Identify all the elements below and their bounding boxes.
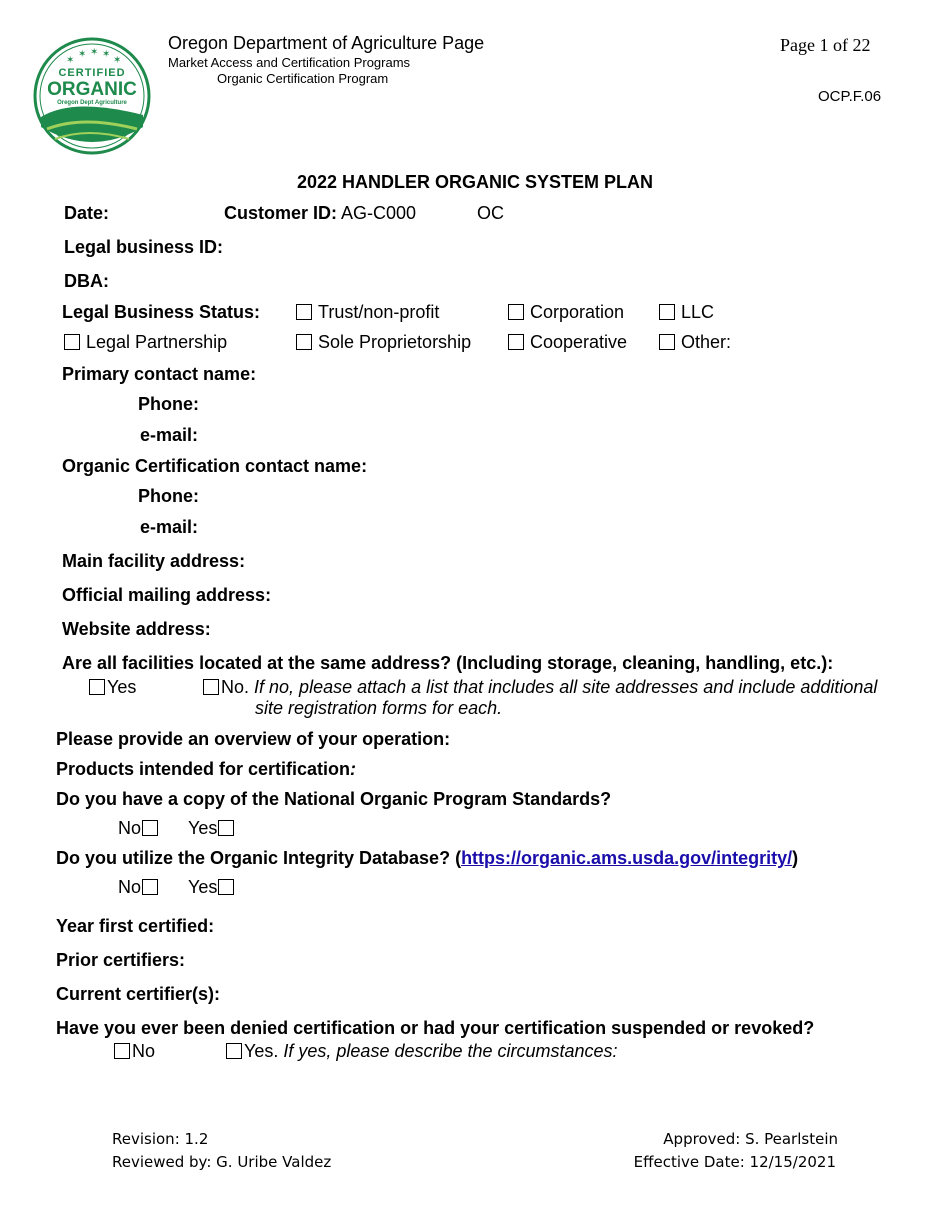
website-label: Website address: xyxy=(62,619,211,639)
logo-text-dept: Oregon Dept Agriculture xyxy=(57,100,127,106)
checkbox[interactable] xyxy=(226,1043,242,1059)
denied-question: Have you ever been denied certification or had your certification suspended or revoked? xyxy=(56,1018,815,1038)
svg-text:✶: ✶ xyxy=(90,47,99,58)
same-address-note: If no, please attach a list that includes all site addresses and include additional xyxy=(254,677,878,697)
svg-text:✶: ✶ xyxy=(102,49,111,60)
division-name: Market Access and Certification Programs xyxy=(168,55,411,70)
primary-phone-label: Phone: xyxy=(138,394,199,414)
customer-id-label: Customer ID: xyxy=(224,203,338,223)
main-facility-label: Main facility address: xyxy=(62,551,246,571)
status-legal-partnership[interactable]: Legal Partnership xyxy=(64,332,227,353)
approved-by: Approved: S. Pearlstein xyxy=(663,1130,838,1148)
nop-question: Do you have a copy of the National Organic Program Standards? xyxy=(56,789,612,809)
same-address-no[interactable]: No. If no, please attach a list that includes all site addresses and include additional xyxy=(203,677,877,698)
checkbox[interactable] xyxy=(508,304,524,320)
oc-code: OC xyxy=(477,203,504,223)
checkbox[interactable] xyxy=(142,879,158,895)
mailing-address-label: Official mailing address: xyxy=(62,585,272,605)
status-other[interactable]: Other: xyxy=(659,332,731,353)
customer-id xyxy=(224,203,416,224)
status-trust[interactable]: Trust/non-profit xyxy=(296,302,439,323)
revision: Revision: 1.2 xyxy=(112,1130,209,1148)
organic-phone-label: Phone: xyxy=(138,486,199,506)
checkbox[interactable] xyxy=(218,879,234,895)
effective-date: Effective Date: 12/15/2021 xyxy=(633,1153,836,1171)
legal-status-label: Legal Business Status: xyxy=(62,302,261,322)
program-name: Organic Certification Program xyxy=(217,71,389,86)
checkbox[interactable] xyxy=(296,304,312,320)
svg-text:✶: ✶ xyxy=(113,55,122,66)
overview-label: Please provide an overview of your operation: xyxy=(56,729,451,749)
status-sole-proprietorship[interactable]: Sole Proprietorship xyxy=(296,332,471,353)
nop-yes[interactable]: Yes xyxy=(188,818,234,839)
logo-text-organic: ORGANIC xyxy=(47,79,137,100)
checkbox[interactable] xyxy=(296,334,312,350)
denied-yes[interactable]: Yes. If yes, please describe the circumstances: xyxy=(226,1041,618,1062)
checkbox[interactable] xyxy=(64,334,80,350)
denied-no[interactable]: No xyxy=(114,1041,155,1062)
same-address-note-2: site registration forms for each. xyxy=(255,698,503,718)
same-address-yes[interactable]: Yes xyxy=(89,677,136,698)
denied-yes-note: If yes, please describe the circumstances: xyxy=(283,1041,618,1061)
checkbox[interactable] xyxy=(142,820,158,836)
status-llc[interactable]: LLC xyxy=(659,302,714,323)
checkbox[interactable] xyxy=(89,679,105,695)
current-certifiers-label: Current certifier(s): xyxy=(56,984,221,1004)
oid-question: Do you utilize the Organic Integrity Database? (https://organic.ams.usda.gov/integrity/) xyxy=(56,848,799,868)
checkbox[interactable] xyxy=(203,679,219,695)
organic-email-label: e-mail: xyxy=(140,517,199,537)
dba-label: DBA: xyxy=(64,271,109,291)
date-label: Date: xyxy=(64,203,110,223)
svg-text:✶: ✶ xyxy=(78,49,87,60)
checkbox[interactable] xyxy=(659,304,675,320)
same-address-question: Are all facilities located at the same address? (Including storage, cleaning, handling, etc.): xyxy=(62,653,834,673)
organic-contact-label: Organic Certification contact name: xyxy=(62,456,368,476)
status-cooperative[interactable]: Cooperative xyxy=(508,332,627,353)
checkbox[interactable] xyxy=(114,1043,130,1059)
certified-organic-logo xyxy=(33,37,151,155)
prior-certifiers-label: Prior certifiers: xyxy=(56,950,186,970)
form-title: 2022 HANDLER ORGANIC SYSTEM PLAN xyxy=(296,172,654,192)
products-label: Products intended for certification: xyxy=(56,759,357,779)
reviewed-by: Reviewed by: G. Uribe Valdez xyxy=(112,1153,332,1171)
status-corporation[interactable]: Corporation xyxy=(508,302,624,323)
nop-no[interactable]: No xyxy=(118,818,158,839)
year-first-label: Year first certified: xyxy=(56,916,215,936)
oid-yes[interactable]: Yes xyxy=(188,877,234,898)
primary-contact-label: Primary contact name: xyxy=(62,364,257,384)
oid-no[interactable]: No xyxy=(118,877,158,898)
svg-text:✶: ✶ xyxy=(66,55,75,66)
customer-id-value: AG-C000 xyxy=(341,203,417,223)
checkbox[interactable] xyxy=(218,820,234,836)
department-title: Oregon Department of Agriculture Page xyxy=(168,33,485,53)
checkbox[interactable] xyxy=(508,334,524,350)
page-number: Page 1 of 22 xyxy=(780,35,871,55)
oid-link[interactable]: https://organic.ams.usda.gov/integrity/ xyxy=(461,848,793,868)
form-code: OCP.F.06 xyxy=(818,88,882,105)
legal-business-id-label: Legal business ID: xyxy=(64,237,224,257)
primary-email-label: e-mail: xyxy=(140,425,199,445)
logo-text-certified: CERTIFIED xyxy=(58,67,126,79)
checkbox[interactable] xyxy=(659,334,675,350)
